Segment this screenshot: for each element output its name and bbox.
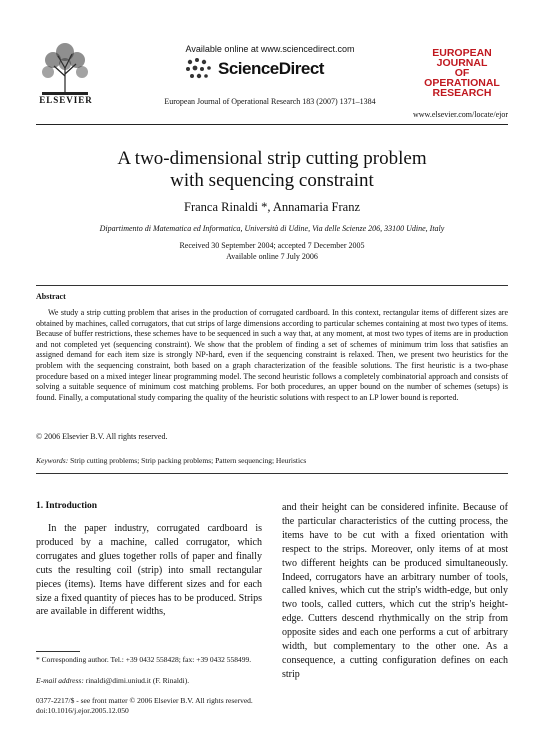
keywords-label: Keywords: xyxy=(36,456,69,465)
journal-logo-line: OF OPERATIONAL xyxy=(424,67,500,89)
title-line-2: with sequencing constraint xyxy=(170,170,374,191)
abstract-text: We study a strip cutting problem that arises in the production of corrugated cardboard. In this context, rectangular items of different sizes are obtained by machines, called corrugators, that cut strips of large dimensions according to particular schemes containing at most two types of items. Because of buffer restrictions, these schemes have to be sequenced in such a way that, at any moment, at most two types of items are in production and not completed yet (sequencing constraint). We show that the problem of finding a set of schemes of minimum trim loss that satisfies an assigned demand for each item size is strongly NP-hard, even if the sequencing constraint is relaxed. Then, we present two heuristics for the problem with the sequencing constraint, both based on a graph characterization of the feasible solutions. The first heuristic is a two-phase procedure based on a mixed integer linear programming model. The second heuristic follows a completely combinatorial approach and consists of solving a suitable sequence of minimum cost matching problems. For both procedures, an upper bound on the number of schemes (setups) is found. Finally, a computational study comparing the quality of the heuristic solutions with respect to an LP lower bound is reported. xyxy=(36,308,508,402)
issn-line: 0377-2217/$ - see front matter © 2006 Elsevier B.V. All rights reserved. xyxy=(36,696,253,705)
title-line-1: A two-dimensional strip cutting problem xyxy=(117,148,427,169)
right-column-text: and their height can be considered infinite. Because of the particular characteristics of the cutting process, the items have to be cut with a fixed orientation with respect to the strips. Moreover, only items of at most two different heights can be produced simultaneously. Indeed, corrugators have an arbitrary number of tools, called knives, which cut the strip's width-edge, but only two tools, called cutters, which cut the strip's height-edge. Cutters descend rhythmically on the strip from opposite sides and each one performs a cut of arbitrary width, but complementary to the other one. As a consequence, a cutting configuration defines on each strip xyxy=(282,502,508,680)
journal-logo-line: RESEARCH xyxy=(432,87,492,99)
email-address-link[interactable]: rinaldi@dimi.uniud.it (F. Rinaldi). xyxy=(85,676,190,685)
doi-line[interactable]: doi:10.1016/j.ejor.2005.12.050 xyxy=(36,706,129,715)
footnote-rule xyxy=(36,651,80,652)
keywords-list: Strip cutting problems; Strip packing problems; Pattern sequencing; Heuristics xyxy=(70,456,307,465)
sciencedirect-wordmark: ScienceDirect xyxy=(218,59,324,78)
copyright-notice: © 2006 Elsevier B.V. All rights reserved. xyxy=(36,432,168,441)
journal-logo-line: JOURNAL xyxy=(436,57,488,69)
affiliation: Dipartimento di Matematica ed Informatica, Università di Udine, Via delle Scienze 206, 33100 Udine, Italy xyxy=(99,224,445,233)
abstract-heading: Abstract xyxy=(36,292,66,301)
header-divider xyxy=(36,124,508,125)
journal-url-link[interactable]: www.elsevier.com/locate/ejor xyxy=(413,110,508,119)
abstract-bottom-rule xyxy=(36,473,508,474)
author-list: Franca Rinaldi *, Annamaria Franz xyxy=(184,200,360,214)
received-line: Received 30 September 2004; accepted 7 December 2005 xyxy=(179,241,365,250)
issn-block xyxy=(36,696,336,716)
left-column-text: In the paper industry, corrugated cardboard is produced by a machine, called corrugator, which corrugates and glues together rolls of paper and finally cuts the resulting coil (strip) into small rectangular pieces (items). Items have different sizes and for each size a fixed quantity of pieces has to be produced. Strips are available in different widths, xyxy=(36,523,262,618)
section-heading: 1. Introduction xyxy=(36,501,98,511)
journal-citation: European Journal of Operational Research 183 (2007) 1371–1384 xyxy=(164,97,376,106)
available-online-text: Available online at www.sciencedirect.com xyxy=(185,44,355,54)
received-dates xyxy=(60,240,484,262)
available-online-date: Available online 7 July 2006 xyxy=(226,252,318,261)
abstract-top-rule xyxy=(36,285,508,286)
publisher-name: ELSEVIER xyxy=(39,95,93,105)
sciencedirect-dots-icon xyxy=(184,56,214,82)
article-title xyxy=(60,148,484,192)
sciencedirect-logo xyxy=(184,56,334,82)
elsevier-tree-logo xyxy=(36,38,94,102)
journal-logo xyxy=(416,48,508,98)
corresponding-author-footnote: * Corresponding author. Tel.: +39 0432 558428; fax: +39 0432 558499. xyxy=(36,655,252,664)
email-label: E-mail address: xyxy=(36,676,84,685)
email-footnote xyxy=(36,676,262,685)
keywords xyxy=(36,456,508,465)
journal-logo-line: EUROPEAN xyxy=(432,47,492,59)
